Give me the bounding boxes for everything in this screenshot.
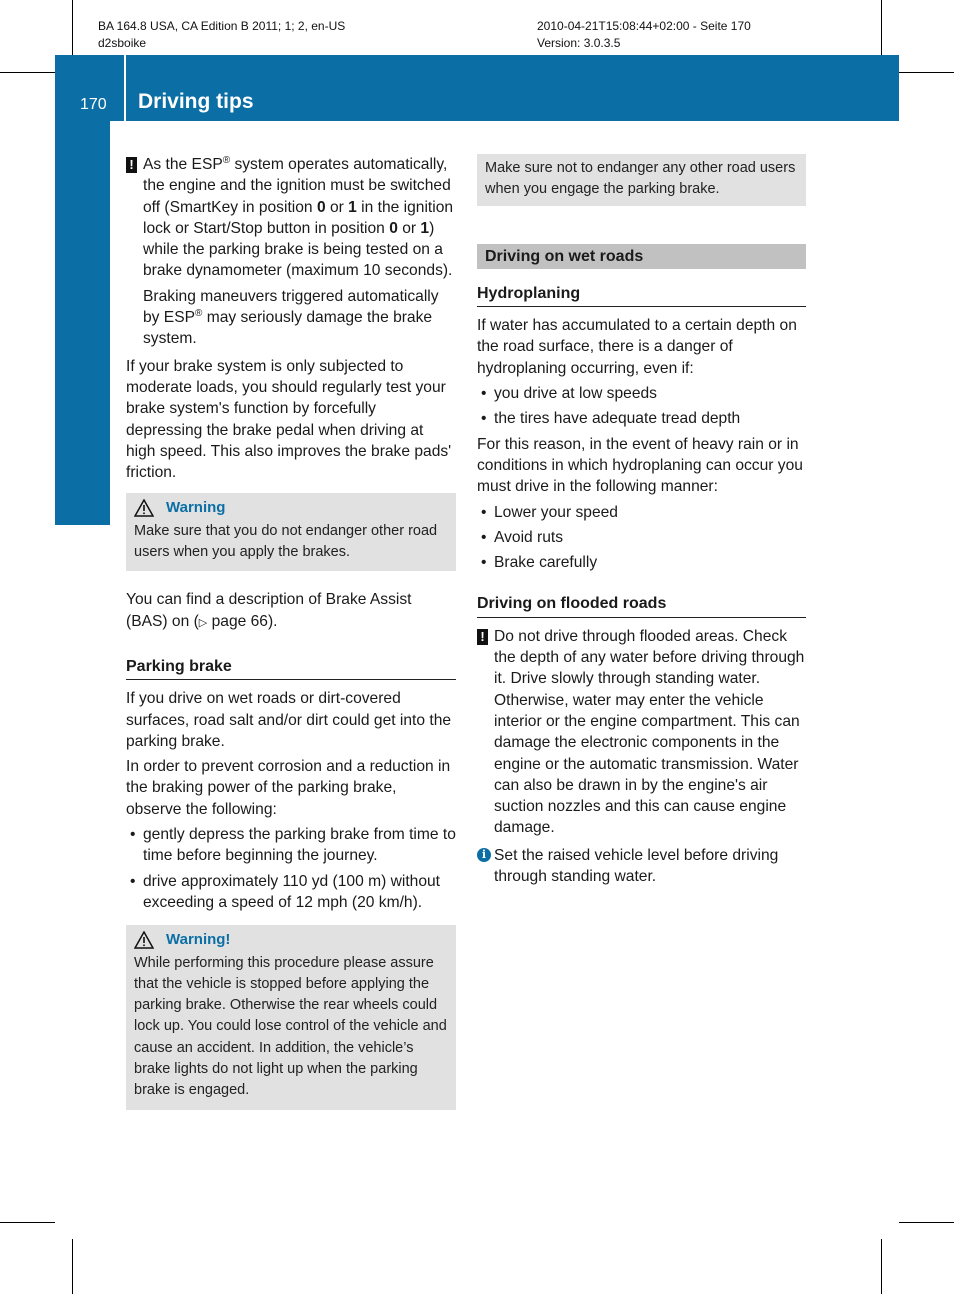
text: may seriously damage the brake system. bbox=[143, 309, 433, 348]
triangle-right-icon: ▷ bbox=[198, 616, 208, 629]
meta-line: Version: 3.0.3.5 bbox=[537, 36, 621, 50]
position-1: 1 bbox=[420, 219, 430, 237]
registered-mark: ® bbox=[195, 307, 203, 319]
text: system operates automatically, the engine and the ignition must be switched off (SmartKey in position bbox=[143, 156, 451, 216]
left-column bbox=[126, 154, 456, 1128]
text: in the ignition lock or Start/Stop button in position bbox=[143, 198, 454, 237]
position-0: 0 bbox=[316, 198, 326, 216]
text: You can find a description of Brake Assist (BAS) on ( bbox=[126, 591, 412, 630]
crop-mark bbox=[0, 1222, 55, 1223]
warning-triangle-icon bbox=[134, 931, 154, 949]
page-number: 170 bbox=[80, 96, 107, 113]
warning-text: Make sure that you do not endanger other road users when you apply the brakes. bbox=[134, 522, 438, 561]
notice-esp bbox=[126, 154, 456, 282]
flooded-roads-heading: Driving on flooded roads bbox=[477, 593, 806, 617]
list-item: • Avoid ruts bbox=[477, 527, 806, 548]
bas-reference bbox=[126, 589, 456, 634]
warning-triangle-icon bbox=[134, 499, 154, 517]
list-item: • Lower your speed bbox=[477, 502, 806, 523]
page-title: Driving tips bbox=[138, 90, 254, 113]
crop-mark bbox=[899, 72, 954, 73]
exclamation-square-icon: ! bbox=[477, 629, 488, 645]
right-column bbox=[477, 154, 806, 891]
paragraph: For this reason, in the event of heavy rain or in conditions in which hydroplaning can occur you must drive in the following manner: bbox=[477, 435, 803, 496]
warning-label: Warning! bbox=[166, 931, 231, 949]
paragraph: In order to prevent corrosion and a reduction in the braking power of the parking brake, observe the following: bbox=[126, 758, 451, 818]
page-link[interactable]: page 66). bbox=[207, 612, 278, 630]
meta-line: d2sboike bbox=[98, 36, 147, 50]
warning-title bbox=[134, 497, 448, 518]
crop-mark bbox=[72, 1239, 73, 1294]
list-item: • gently depress the parking brake from time to time before beginning the journey. bbox=[126, 824, 456, 867]
parking-brake-heading: Parking brake bbox=[126, 656, 456, 680]
list-item: • you drive at low speeds bbox=[477, 383, 806, 404]
crop-mark bbox=[899, 1222, 954, 1223]
section-heading: Driving on wet roads bbox=[477, 244, 806, 269]
print-meta-left bbox=[98, 18, 345, 52]
text: Braking maneuvers triggered automatically by ESP bbox=[143, 287, 439, 327]
notice-flooded bbox=[477, 626, 806, 839]
meta-line: BA 164.8 USA, CA Edition B 2011; 1; 2, en-US bbox=[98, 19, 346, 33]
warning-text: While performing this procedure please assure that the vehicle is stopped before applying the parking brake. Otherwise the rear wheels could lock up. You could lose control of the vehicle and cause an accident. In addition, the vehicle’s brake lights do not light up when the parking brake is engaged. bbox=[134, 954, 447, 1099]
header-divider bbox=[124, 55, 126, 121]
warning-label: Warning bbox=[166, 499, 226, 517]
paragraph: If you drive on wet roads or dirt-covered surfaces, road salt and/or dirt could get into the parking brake. bbox=[126, 690, 452, 750]
exclamation-square-icon: ! bbox=[126, 157, 137, 173]
text: Set the raised vehicle level before driving through standing water. bbox=[494, 846, 779, 886]
crop-mark bbox=[72, 0, 73, 55]
text: or bbox=[397, 219, 421, 237]
text: Do not drive through flooded areas. Check the depth of any water before driving through it. Drive slowly through standing water. Otherwise, water may enter the vehicle interior or the engine compartment. This can damage the electronic components in the engine or the automatic transmission. Water can also be drawn in by the engine's air suction nozzles and this can cause engine damage. bbox=[494, 627, 805, 837]
hydroplaning-heading: Hydroplaning bbox=[477, 283, 806, 307]
text: As the ESP bbox=[143, 156, 223, 173]
registered-mark: ® bbox=[222, 154, 231, 166]
position-0: 0 bbox=[389, 219, 398, 237]
text: ) while the parking brake is being tested on a brake dynamometer (maximum 10 seconds). bbox=[143, 219, 453, 280]
print-meta-right bbox=[537, 18, 751, 52]
chapter-label: Driving and parking bbox=[67, 246, 96, 482]
warning-continuation-box: Make sure not to endanger any other road users when you engage the parking brake. bbox=[477, 154, 806, 206]
crop-mark bbox=[881, 1239, 882, 1294]
position-1: 1 bbox=[348, 198, 357, 216]
paragraph: If your brake system is only subjected to moderate loads, you should regularly test your brake system's function by forcefully depressing the brake pedal when driving at high speed. This also improves the brake pads' friction. bbox=[126, 357, 452, 482]
list-item: • drive approximately 110 yd (100 m) without exceeding a speed of 12 mph (20 km/h). bbox=[126, 871, 456, 914]
meta-line: 2010-04-21T15:08:44+02:00 - Seite 170 bbox=[537, 19, 751, 33]
list-item: • Brake carefully bbox=[477, 552, 806, 573]
info-note bbox=[477, 845, 806, 888]
warning-box bbox=[126, 925, 456, 1109]
crop-mark bbox=[881, 0, 882, 55]
warning-box bbox=[126, 493, 456, 571]
info-circle-icon: i bbox=[477, 848, 491, 862]
warning-title bbox=[134, 929, 448, 950]
paragraph: If water has accumulated to a certain depth on the road surface, there is a danger of hydroplaning occurring, even if: bbox=[477, 317, 797, 377]
text: or bbox=[325, 198, 349, 216]
list-item: • the tires have adequate tread depth bbox=[477, 408, 806, 429]
notice-esp-continued bbox=[126, 286, 456, 350]
crop-mark bbox=[0, 72, 55, 73]
